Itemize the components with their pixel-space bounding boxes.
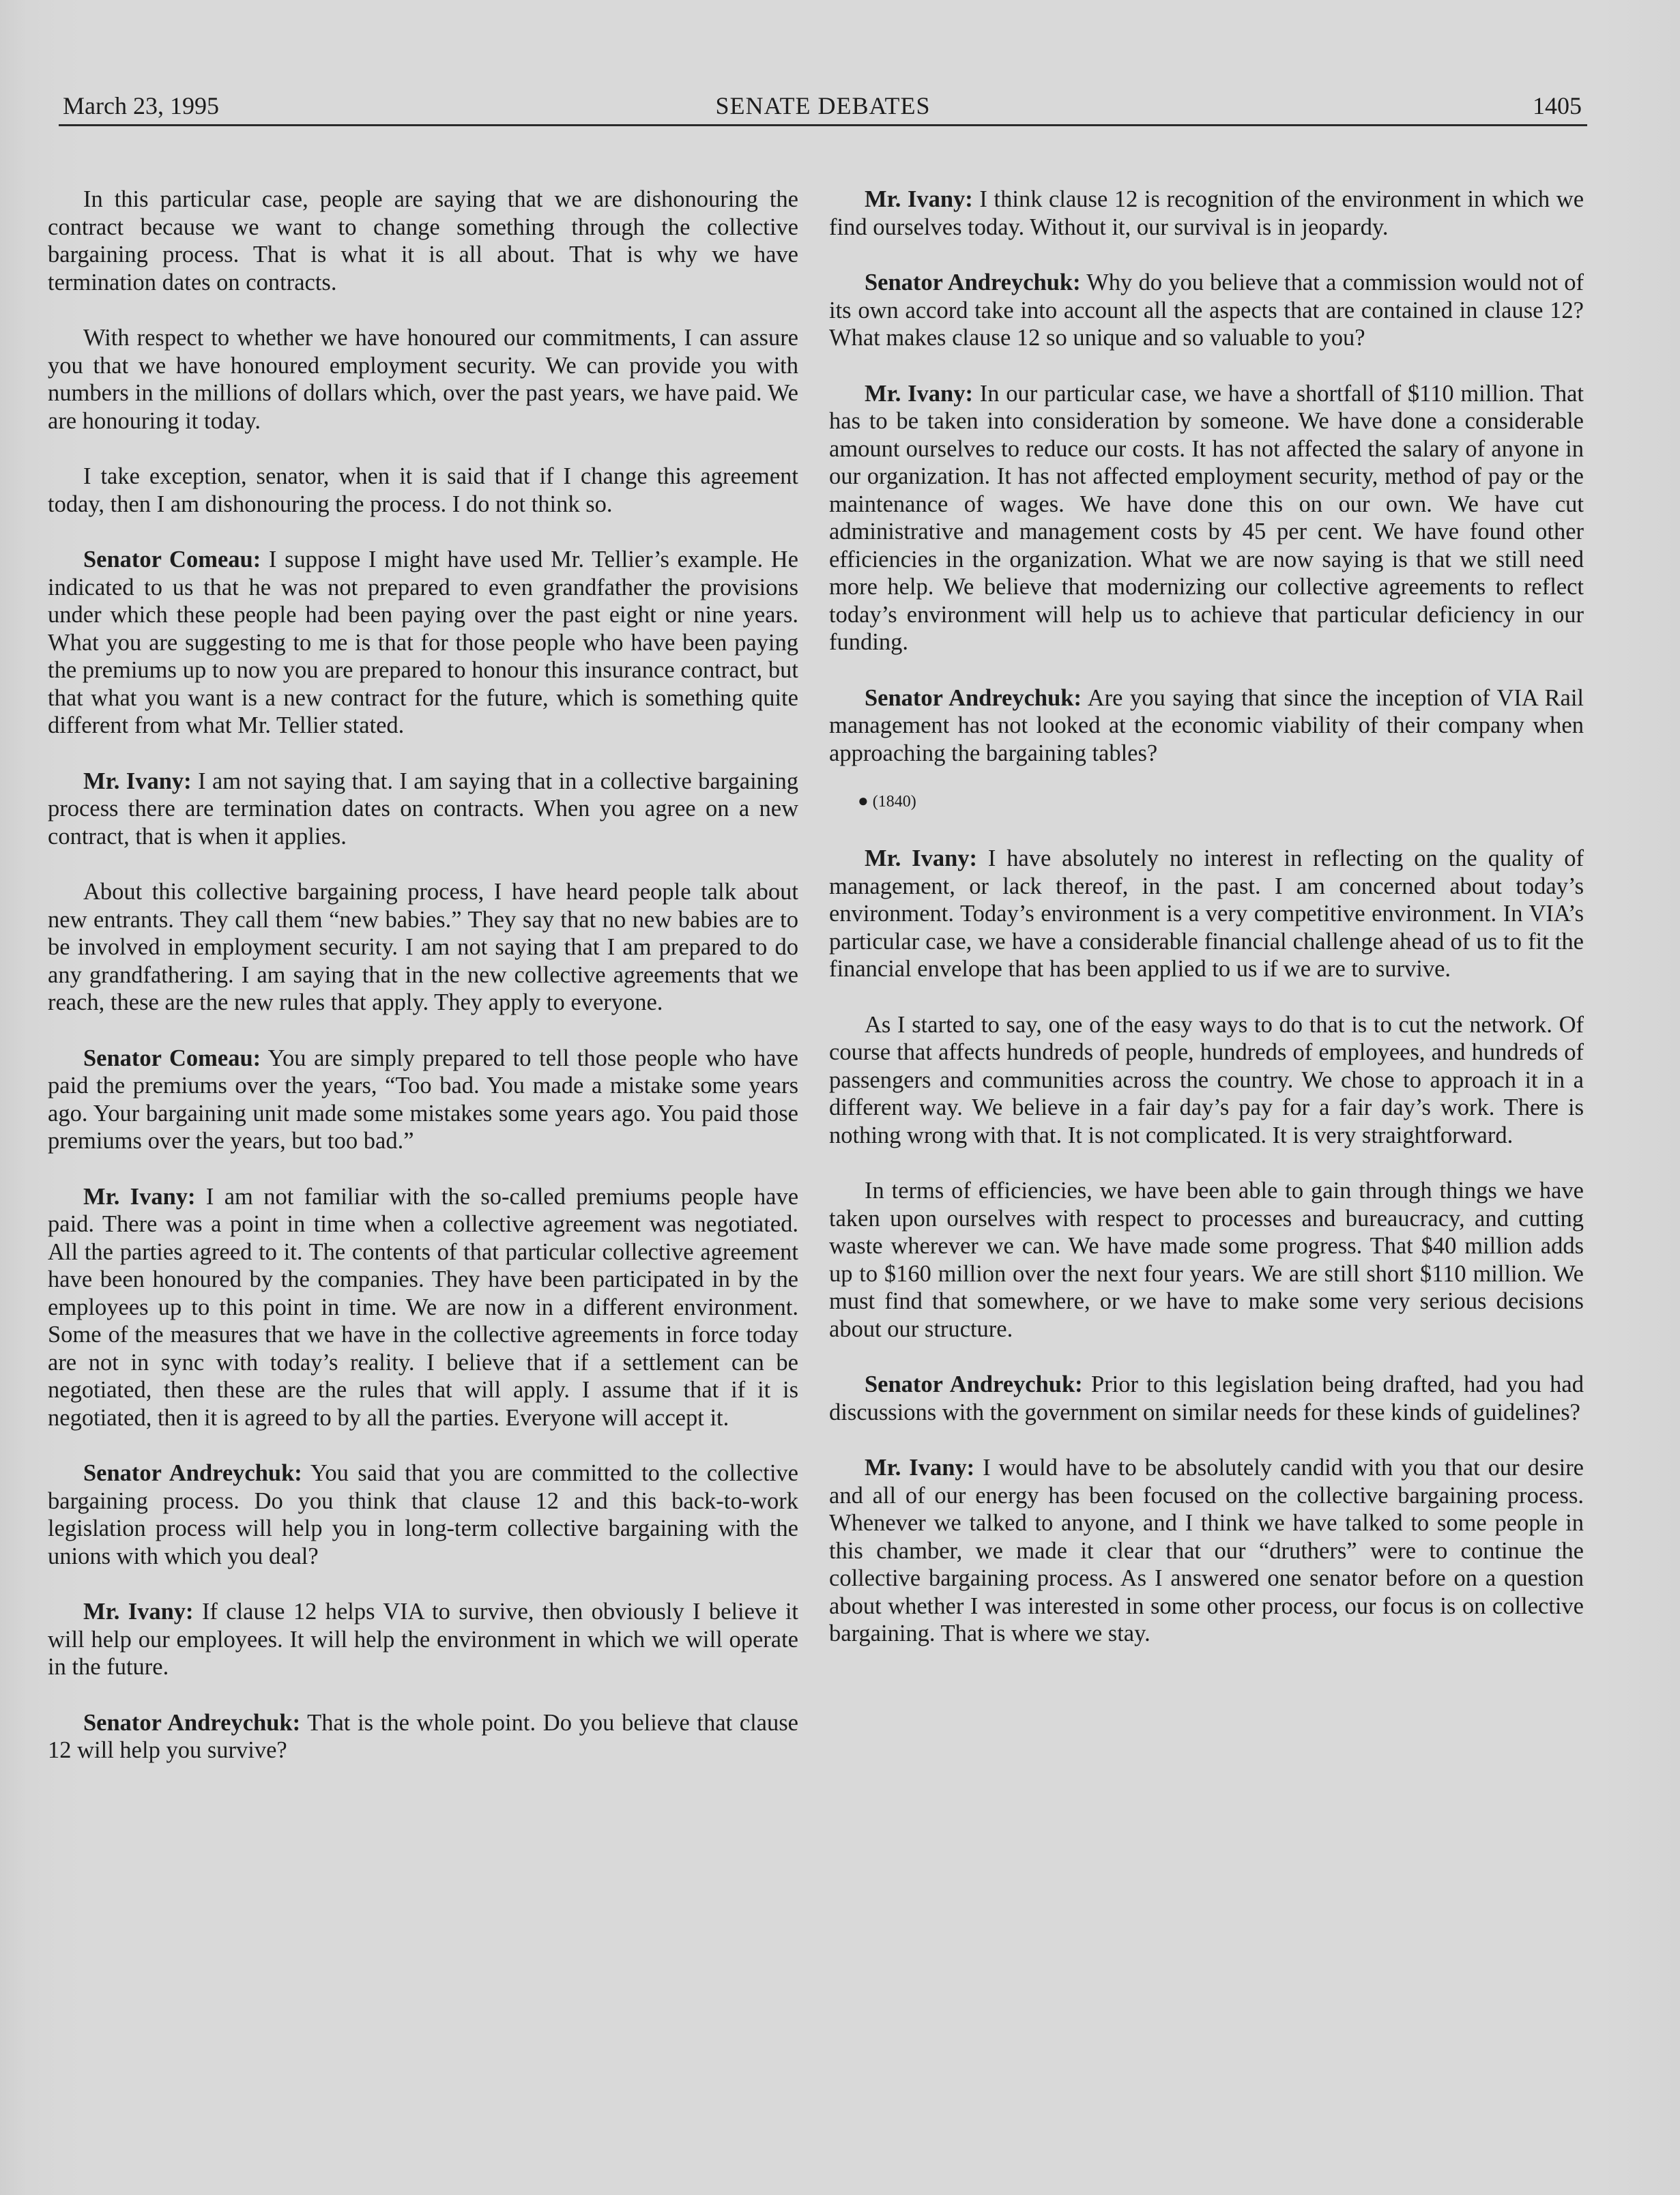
paragraph-text: I am not familiar with the so-called premiums people have paid. There was a point in time when a collective agreement was negotiated. All the parties agreed to it. The contents of that particular collective agreement have been honoured by the companies. They have been participated in by the employees up to this point in time. We are now in a different environment. Some of the measures that we have in the collective agreements in force today are not in sync with today’s reality. I believe that if a settlement can be negotiated, then these are the rules that will apply. I assume that if it is negotiated, then it is agreed to by all the parties. Everyone will accept it.	[48, 1183, 799, 1431]
paragraph	[48, 1045, 798, 1155]
paragraph	[48, 463, 798, 518]
paragraph	[48, 1183, 798, 1432]
paragraph	[829, 380, 1584, 656]
paragraph-text: I would have to be absolutely candid with you that our desire and all of our energy has been focused on the collective bargaining process. Whenever we talked to anyone, and I think we have talked to some people in this chamber, we made it clear that our “druthers” were to continue the collective bargaining process. As I answered one senator before on a question about whether I was interested in some other process, our focus is on collective bargaining. That is where we stay.	[829, 1455, 1584, 1646]
speaker-name: Mr. Ivany:	[865, 845, 978, 871]
speaker-name: Mr. Ivany:	[865, 1455, 975, 1481]
paragraph-text: Prior to this legislation being drafted, had you had discussions with the government on similar needs for these kinds of guidelines?	[829, 1371, 1584, 1425]
speaker-name: Senator Andreychuk:	[865, 270, 1081, 295]
paragraph	[829, 1011, 1584, 1150]
speaker-name: Mr. Ivany:	[83, 768, 192, 794]
paragraph	[829, 684, 1584, 768]
paragraph-text: In our particular case, we have a shortfall of $110 million. That has to be taken into consideration by someone. We have done a considerable amount ourselves to reduce our costs. It has not affected the salary of anyone in our organization. It has not affected employment security, method of pay or the maintenance of wages. We have done this on our own. We have cut administrative and management costs by 45 per cent. We have found other efficiencies in the organization. What we are now saying is that we still need more help. We believe that modernizing our collective agreements to reflect today’s environment will help us to achieve that particular deficiency in our funding.	[829, 380, 1584, 655]
header-page-number: 1405	[1533, 92, 1582, 119]
paragraph	[48, 768, 798, 851]
speaker-name: Senator Andreychuk:	[865, 1371, 1083, 1397]
paragraph-text: You said that you are committed to the collective bargaining process. Do you think that clause 12 and this back-to-work legislation process will help you in long-term collective bargaining with the unions with which you deal?	[48, 1460, 798, 1569]
speaker-name: Mr. Ivany:	[865, 380, 973, 407]
speaker-name: Senator Comeau:	[83, 1045, 261, 1071]
paragraph-text: I am not saying that. I am saying that in a collective bargaining process there are termination dates on contracts. When you agree on a new contract, that is when it applies.	[48, 768, 799, 849]
paragraph-text: I think clause 12 is recognition of the environment in which we find ourselves today. Without it, our survival is in jeopardy.	[829, 186, 1584, 240]
paragraph	[829, 1454, 1584, 1648]
paragraph	[48, 324, 798, 435]
paragraph-text: You are simply prepared to tell those people who have paid the premiums over the years, “Too bad. You made a mistake some years ago. Your bargaining unit made some mistakes some years ago. You paid those premiums over the years, but too bad.”	[48, 1045, 798, 1154]
bullet-icon: ●	[858, 791, 869, 811]
right-column	[829, 186, 1584, 1676]
paragraph-text: With respect to whether we have honoured our commitments, I can assure you that we have honoured employment security. We can provide you with numbers in the millions of dollars which, over the past years, we have paid. We are honouring it today.	[48, 325, 798, 434]
speaker-name: Mr. Ivany:	[83, 1599, 194, 1625]
left-column	[48, 186, 798, 1792]
paragraph-text: In this particular case, people are saying that we are dishonouring the contract because we want to change something through the collective bargaining process. That is what it is all about. That is why we have termination dates on contracts.	[48, 186, 798, 295]
paragraph-text: Why do you believe that a commission would not of its own accord take into account all the aspects that are contained in clause 12? What makes clause 12 so unique and so valuable to you?	[829, 270, 1584, 351]
speaker-name: Senator Comeau:	[83, 547, 261, 572]
paragraph	[48, 878, 798, 1017]
paragraph-text: I take exception, senator, when it is said that if I change this agreement today, then I am dishonouring the process. I do not think so.	[48, 463, 798, 517]
paragraph-text: Are you saying that since the inception of VIA Rail management has not looked at the economic viability of their company when approaching the bargaining tables?	[829, 684, 1584, 766]
speaker-name: Senator Andreychuk:	[865, 684, 1082, 711]
page-header	[59, 87, 1587, 126]
paragraph	[829, 1177, 1584, 1343]
time-marker	[858, 791, 1584, 812]
paragraph-text: In terms of efficiencies, we have been able to gain through things we have taken upon ourselves with respect to processes and bureaucracy, and cutting waste wherever we can. We have made some progress. That $40 million adds up to $160 million over the next four years. We are still short $110 million. We must find that somewhere, or we have to make some very serious decisions about our structure.	[829, 1178, 1584, 1342]
speaker-name: Mr. Ivany:	[865, 186, 973, 212]
paragraph-text: That is the whole point. Do you believe that clause 12 will help you survive?	[48, 1709, 798, 1763]
header-date: March 23, 1995	[63, 92, 219, 119]
speaker-name: Senator Andreychuk:	[83, 1460, 302, 1486]
speaker-name: Mr. Ivany:	[83, 1183, 196, 1210]
paragraph-text: If clause 12 helps VIA to survive, then obviously I believe it will help our employees. It will help the environment in which we will operate in the future.	[48, 1599, 799, 1680]
paragraph-text: About this collective bargaining process, I have heard people talk about new entrants. They call them “new babies.” They say that no new babies are to be involved in employment security. I am not saying that I am prepared to do any grandfathering. I am saying that in the new collective agreements that we reach, these are the new rules that apply. They apply to everyone.	[48, 879, 798, 1015]
speaker-name: Senator Andreychuk:	[83, 1709, 301, 1736]
header-title: SENATE DEBATES	[715, 92, 931, 119]
paragraph-text: I have absolutely no interest in reflecting on the quality of management, or lack thereof, in the past. I am concerned about today’s environment. Today’s environment is a very competitive environment. In VIA’s particular case, we have a considerable financial challenge ahead of us to fit the financial envelope that has been applied to us if we are to survive.	[829, 845, 1584, 982]
paragraph-text: As I started to say, one of the easy ways to do that is to cut the network. Of course that affects hundreds of people, hundreds of employees, and hundreds of passengers and communities across the country. We chose to approach it in a different way. We believe in a fair day’s pay for a fair day’s work. There is nothing wrong with that. It is not complicated. It is very straightforward.	[829, 1011, 1584, 1148]
time-marker-label: (1840)	[872, 793, 916, 811]
paragraph	[829, 186, 1584, 241]
paragraph	[48, 546, 798, 740]
paragraph-text: I suppose I might have used Mr. Tellier’s example. He indicated to us that he was not prepared to even grandfather the provisions under which these people had been paying over the past eight or nine years. What you are suggesting to me is that for those people who have been paying the premiums up to now you are prepared to honour this insurance contract, but that what you want is a new contract for the future, which is something quite different from what Mr. Tellier stated.	[48, 547, 798, 738]
paragraph	[48, 186, 798, 296]
paragraph	[829, 845, 1584, 983]
paragraph	[48, 1598, 798, 1681]
paragraph	[829, 1371, 1584, 1426]
paragraph	[829, 269, 1584, 352]
paragraph	[48, 1459, 798, 1570]
paragraph	[48, 1709, 798, 1764]
